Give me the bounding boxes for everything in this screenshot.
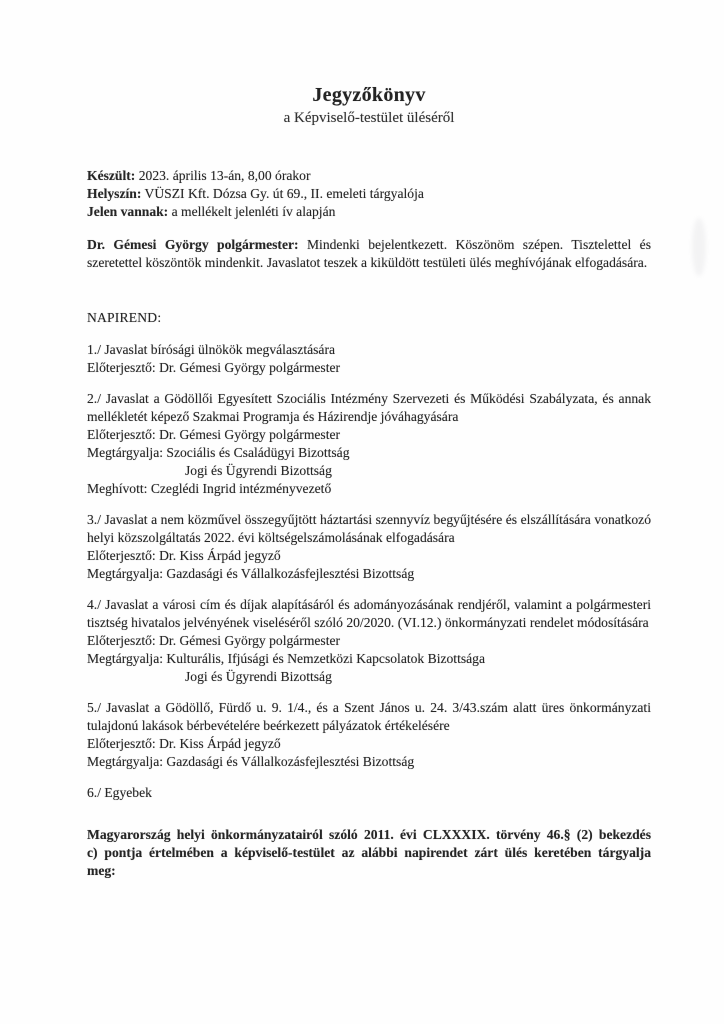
meta-prepared-label: Készült:: [87, 168, 136, 183]
agenda-item-proposer: Előterjesztő: Dr. Gémesi György polgármester: [87, 633, 341, 648]
meta-location-value: VÜSZI Kft. Dózsa Gy. út 69., II. emeleti tárgyalója: [144, 186, 424, 201]
meta-location-label: Helyszín:: [87, 186, 142, 201]
agenda-item-title: 6./ Egyebek: [87, 785, 152, 800]
agenda-item-1: [87, 341, 651, 377]
meta-prepared: [87, 167, 651, 185]
agenda-item-title: 3./ Javaslat a nem közművel összegyűjtött háztartási szennyvíz begyűjtésére és elszállítására vonatkozó helyi közszolgáltatás 2022. évi költségelszámolásának elfogadására: [87, 512, 651, 545]
agenda-item-invited: Meghívott: Czeglédi Ingrid intézményvezető: [87, 481, 332, 496]
scan-smudge: [692, 218, 706, 276]
opening-speaker: Dr. Gémesi György polgármester:: [87, 237, 299, 252]
agenda-list: [87, 341, 651, 802]
agenda-item-3: [87, 511, 651, 583]
meta-present-value: a mellékelt jelenléti ív alapján: [171, 204, 336, 219]
agenda-item-title: 4./ Javaslat a városi cím és díjak alapításáról és adományozásának rendjéről, valamint a polgármesteri tisztség hivatalos jelvényének viseléséről szóló 20/2020. (VI.12.) önkormányzati rendelet módosítására: [87, 597, 651, 630]
agenda-item-proposer: Előterjesztő: Dr. Gémesi György polgármester: [87, 360, 341, 375]
agenda-heading: NAPIREND:: [87, 310, 162, 325]
meta-present-label: Jelen vannak:: [87, 204, 169, 219]
agenda-item-6: [87, 784, 651, 802]
agenda-item-2: [87, 390, 651, 498]
agenda-item-discussed-by: Megtárgyalja: Gazdasági és Vállalkozásfejlesztési Bizottság: [87, 566, 415, 581]
meta-location: [87, 185, 651, 203]
agenda-item-discussed-by-2: Jogi és Ügyrendi Bizottság: [185, 463, 332, 478]
agenda-item-title: 1./ Javaslat bírósági ülnökök megválasztására: [87, 342, 336, 357]
agenda-item-discussed-by: Megtárgyalja: Gazdasági és Vállalkozásfejlesztési Bizottság: [87, 754, 415, 769]
agenda-item-discussed-by: Megtárgyalja: Szociális és Családügyi Bizottság: [87, 445, 350, 460]
agenda-item-title: 5./ Javaslat a Gödöllő, Fürdő u. 9. 1/4., és a Szent János u. 24. 3/43.szám alatt üres önkormányzati tulajdonú lakások bérbevételére beérkezett pályázatok értékelésére: [87, 700, 651, 733]
agenda-item-discussed-by-2: Jogi és Ügyrendi Bizottság: [185, 669, 332, 684]
agenda-item-discussed-by: Megtárgyalja: Kulturális, Ifjúsági és Nemzetközi Kapcsolatok Bizottsága: [87, 651, 486, 666]
agenda-item-proposer: Előterjesztő: Dr. Kiss Árpád jegyző: [87, 548, 281, 563]
meta-present: [87, 203, 651, 221]
opening-text: Mindenki bejelentkezett. Köszönöm szépen. Tisztelettel és szeretettel köszöntök mindenkit. Javaslatot teszek a kiküldött testületi ülés meghívójának elfogadására.: [87, 237, 651, 270]
meta-prepared-value: 2023. április 13-án, 8,00 órakor: [138, 168, 311, 183]
agenda-item-5: [87, 699, 651, 771]
document-subtitle: a Képviselő-testület üléséről: [283, 110, 455, 126]
agenda-item-4: [87, 596, 651, 686]
agenda-item-proposer: Előterjesztő: Dr. Kiss Árpád jegyző: [87, 736, 281, 751]
closed-session-note: Magyarország helyi önkormányzatairól szóló 2011. évi CLXXXIX. törvény 46.§ (2) bekezdés c) pontja értelmében a képviselő-testület az alábbi napirendet zárt ülés keretében tárgyalja meg:: [87, 827, 651, 878]
agenda-item-title: 2./ Javaslat a Gödöllői Egyesített Szociális Intézmény Szervezeti és Működési Szabályzata, és annak mellékletét képező Szakmai Programja és Házirendje jóváhagyására: [87, 391, 651, 424]
document-header: [87, 84, 651, 127]
opening-statement: [87, 236, 651, 272]
agenda-item-proposer: Előterjesztő: Dr. Gémesi György polgármester: [87, 427, 341, 442]
meeting-meta: [87, 167, 651, 221]
document-title: Jegyzőkönyv: [312, 84, 426, 106]
